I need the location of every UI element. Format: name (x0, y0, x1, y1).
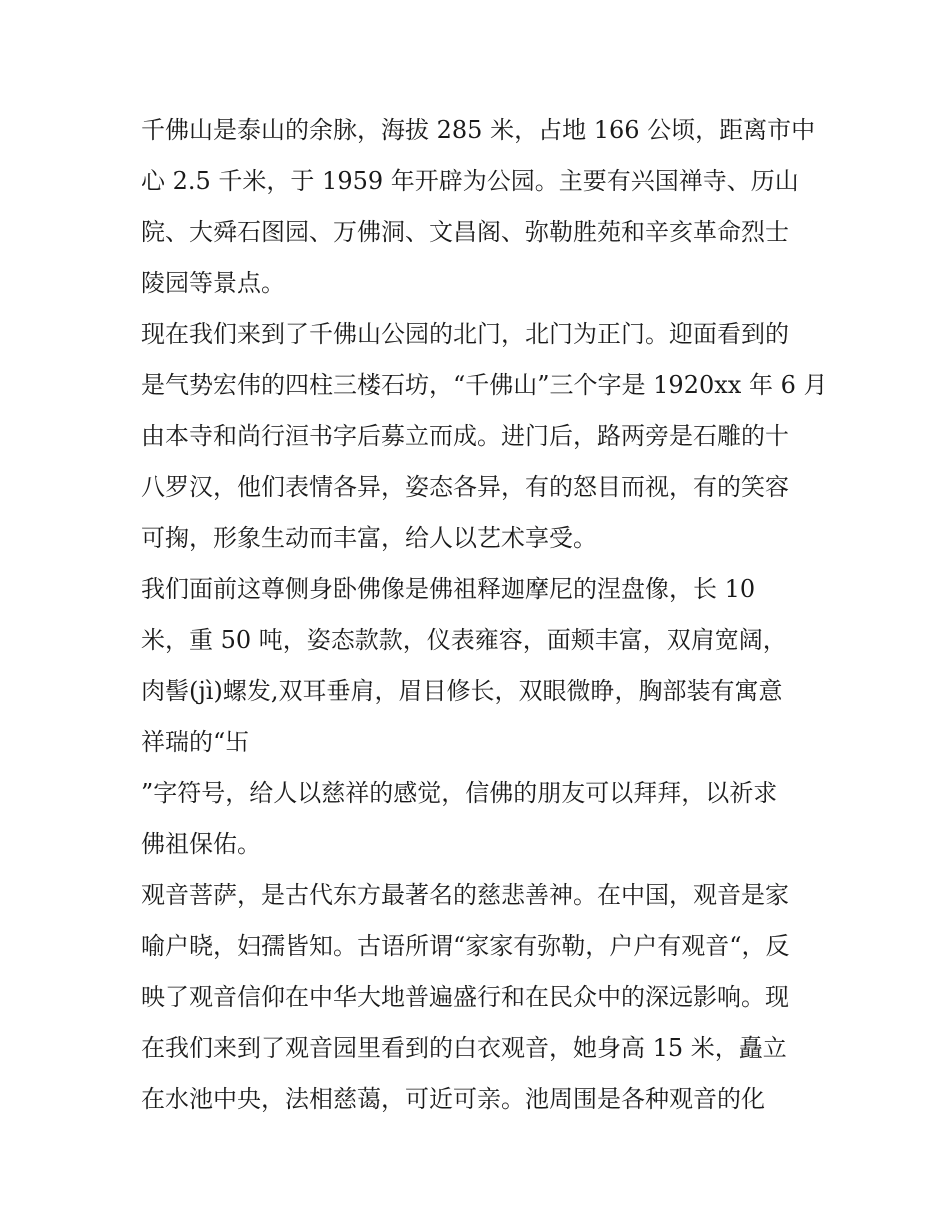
text-line: 映了观音信仰在中华大地普遍盛行和在民众中的深远影响。现 (141, 983, 789, 1011)
text-line: 是气势宏伟的四柱三楼石坊，“千佛山”三个字是 1920xx 年 6 月 (141, 371, 828, 399)
text-line: 米，重 50 吨，姿态款款，仪表雍容，面颊丰富，双肩宽阔， (141, 626, 787, 654)
text-line: 在我们来到了观音园里看到的白衣观音，她身高 15 米，矗立 (141, 1034, 787, 1062)
text-line: 我们面前这尊侧身卧佛像是佛祖释迦摩尼的涅盘像，长 10 (141, 575, 756, 603)
text-line: ”字符号，给人以慈祥的感觉，信佛的朋友可以拜拜，以祈求 (141, 779, 778, 807)
text-line: 在水池中央，法相慈蔼，可近可亲。池周围是各种观音的化 (141, 1085, 765, 1113)
text-line: 喻户晓，妇孺皆知。古语所谓“家家有弥勒，户户有观音“，反 (141, 932, 790, 960)
text-line: 观音菩萨，是古代东方最著名的慈悲善神。在中国，观音是家 (141, 881, 789, 909)
text-line: 由本寺和尚行洹书字后募立而成。进门后，路两旁是石雕的十 (141, 422, 789, 450)
text-line: 心 2.5 千米，于 1959 年开辟为公园。主要有兴国禅寺、历山 (141, 167, 799, 195)
text-line: 佛祖保佑。 (141, 830, 261, 858)
text-line: 八罗汉，他们表情各异，姿态各异，有的怒目而视，有的笑容 (141, 473, 789, 501)
document-body (141, 111, 828, 1131)
text-line: 可掬，形象生动而丰富，给人以艺术享受。 (141, 524, 597, 552)
text-line: 千佛山是泰山的余脉，海拔 285 米，占地 166 公顷，距离市中 (141, 116, 816, 144)
text-line: 陵园等景点。 (141, 269, 285, 297)
text-line: 肉髻(jì)螺发,双耳垂肩，眉目修长，双眼微睁，胸部装有寓意 (141, 677, 783, 705)
text-line: 现在我们来到了千佛山公园的北门，北门为正门。迎面看到的 (141, 320, 789, 348)
text-line: 祥瑞的“卐 (141, 728, 250, 756)
text-line: 院、大舜石图园、万佛洞、文昌阁、弥勒胜苑和辛亥革命烈士 (141, 218, 789, 246)
